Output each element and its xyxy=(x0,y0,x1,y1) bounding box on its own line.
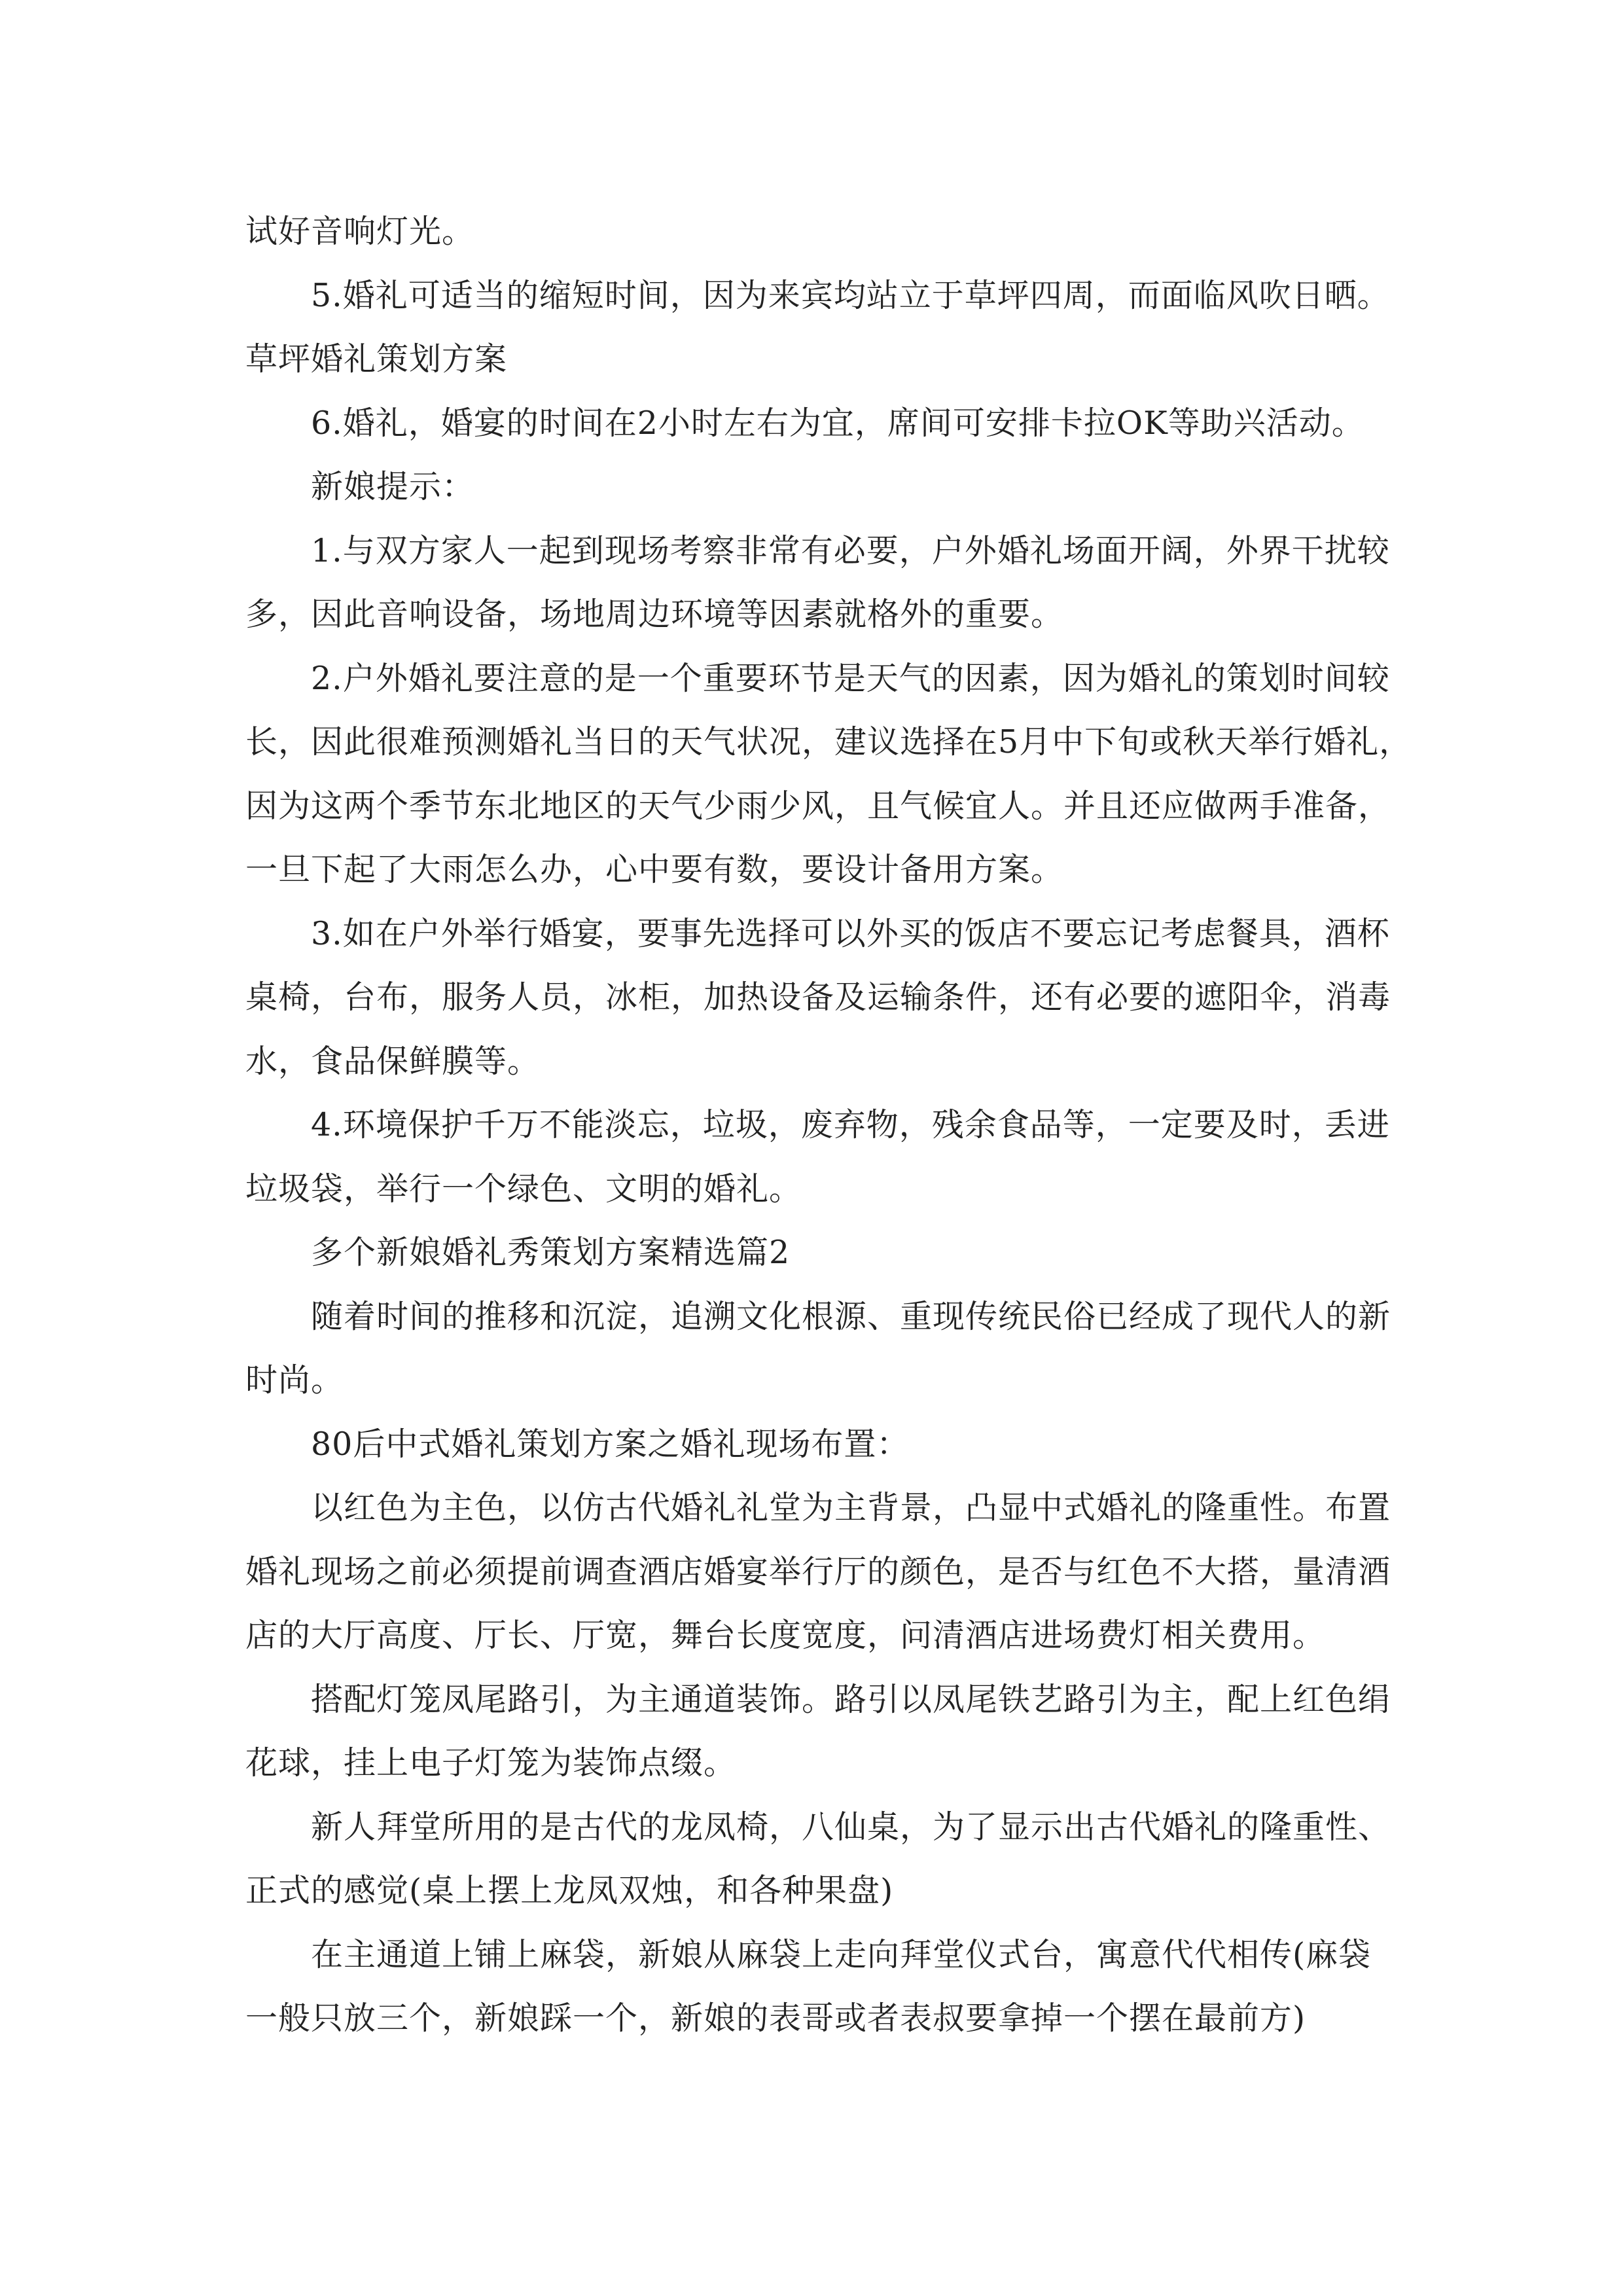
text-line: 多个新娘婚礼秀策划方案精选篇2 xyxy=(311,1234,791,1271)
text-line: 1.与双方家人一起到现场考察非常有必要，户外婚礼场面开阔，外界干扰较 xyxy=(311,531,1390,569)
text-line: 以红色为主色，以仿古代婚礼礼堂为主背景，凸显中式婚礼的隆重性。布置 xyxy=(311,1489,1391,1526)
text-line: 多，因此音响设备，场地周边环境等因素就格外的重要。 xyxy=(245,596,1064,633)
text-line: 搭配灯笼凤尾路引，为主通道装饰。路引以凤尾铁艺路引为主，配上红色绢 xyxy=(311,1680,1391,1718)
text-line: 一般只放三个，新娘踩一个，新娘的表哥或者表叔要拿掉一个摆在最前方) xyxy=(245,2000,1306,2037)
text-line: 试好音响灯光。 xyxy=(245,213,475,250)
text-line: 在主通道上铺上麻袋，新娘从麻袋上走向拜堂仪式台，寓意代代相传(麻袋 xyxy=(311,1935,1372,1973)
text-line: 桌椅，台布，服务人员，冰柜，加热设备及运输条件，还有必要的遮阳伞，消毒 xyxy=(245,978,1391,1016)
text-line: 随着时间的推移和沉淀，追溯文化根源、重现传统民俗已经成了现代人的新 xyxy=(311,1297,1391,1335)
text-line: 草坪婚礼策划方案 xyxy=(245,340,508,378)
text-line: 80后中式婚礼策划方案之婚礼现场布置： xyxy=(311,1425,910,1463)
text-line: 3.如在户外举行婚宴，要事先选择可以外买的饭店不要忘记考虑餐具，酒杯 xyxy=(311,914,1390,952)
text-line: 因为这两个季节东北地区的天气少雨少风，且气候宜人。并且还应做两手准备， xyxy=(245,787,1391,825)
text-line: 4.环境保护千万不能淡忘，垃圾，废弃物，残余食品等，一定要及时，丢进 xyxy=(311,1106,1390,1143)
text-line: 垃圾袋，举行一个绿色、文明的婚礼。 xyxy=(245,1170,802,1208)
text-line: 婚礼现场之前必须提前调查酒店婚宴举行厅的颜色，是否与红色不大搭，量清酒 xyxy=(245,1552,1391,1590)
text-line: 一旦下起了大雨怎么办，心中要有数，要设计备用方案。 xyxy=(245,851,1064,888)
text-line: 2.户外婚礼要注意的是一个重要环节是天气的因素，因为婚礼的策划时间较 xyxy=(311,659,1390,697)
text-line: 新娘提示： xyxy=(311,468,475,505)
text-line: 新人拜堂所用的是古代的龙凤椅，八仙桌，为了显示出古代婚礼的隆重性、 xyxy=(311,1808,1391,1846)
text-line: 花球，挂上电子灯笼为装饰点缀。 xyxy=(245,1744,737,1782)
text-line: 时尚。 xyxy=(245,1361,344,1399)
text-line: 6.婚礼，婚宴的时间在2小时左右为宜，席间可安排卡拉OK等助兴活动。 xyxy=(311,404,1364,442)
document-body xyxy=(245,200,1412,2051)
text-line: 店的大厅高度、厅长、厅宽，舞台长度宽度，问清酒店进场费灯相关费用。 xyxy=(245,1617,1326,1654)
text-line: 长，因此很难预测婚礼当日的天气状况，建议选择在5月中下旬或秋天举行婚礼， xyxy=(245,723,1412,761)
text-line: 水，食品保鲜膜等。 xyxy=(245,1042,541,1080)
text-line: 5.婚礼可适当的缩短时间，因为来宾均站立于草坪四周，而面临风吹日晒。 xyxy=(311,276,1390,314)
text-line: 正式的感觉(桌上摆上龙凤双烛，和各种果盘) xyxy=(245,1872,894,1909)
